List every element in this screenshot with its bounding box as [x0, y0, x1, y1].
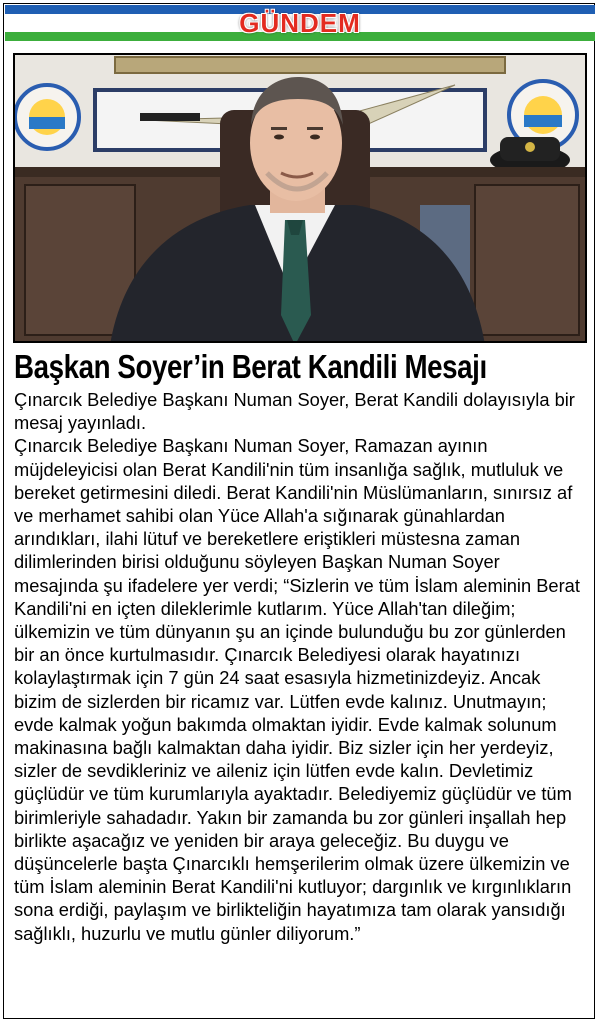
- article-body: [14, 388, 588, 945]
- section-title: GÜNDEM: [239, 8, 361, 38]
- article-photo: [13, 53, 587, 343]
- section-banner: [5, 5, 595, 41]
- article-lead: Çınarcık Belediye Başkanı Numan Soyer, Berat Kandili dolayısıyla bir mesaj yayınladı.: [14, 389, 575, 434]
- portrait-illustration: [15, 55, 587, 343]
- article-headline: Başkan Soyer’in Berat Kandili Mesajı: [14, 348, 487, 385]
- article-paragraph: Çınarcık Belediye Başkanı Numan Soyer, Ramazan ayının müjdeleyicisi olan Berat Kandili'nin tüm insanlığa sağlık, mutluluk ve bereket getirmesini diledi. Berat Kandili'nin Müslümanların, sınırsız af ve merhamet sahibi olan Yüce Allah'a sığınarak günahlardan arındıkları, ilahi lütuf ve bereketlere eriştikleri müstesna zaman dilimlerinden birisi olduğunu söyleyen Başkan Numan Soyer mesajında şu ifadelere yer verdi; “Sizlerin ve tüm İslam aleminin Berat Kandili'ni en içten dileklerimle kutlarım. Yüce Allah'tan dileğim; ülkemizin ve tüm dünyanın şu an içinde bulunduğu bu zor günlerden bir an önce kurtulmasıdır. Çınarcık Belediyesi olarak hayatınızı kolaylaştırmak için 7 gün 24 saat esasıyla hizmetinizdeyiz. Ancak bizim de sizlerden bir ricamız var. Lütfen evde kalınız. Unutmayın; evde kalmak yoğun bakımda olmaktan iyidir. Evde kalmak solunum makinasına bağlı kalmaktan daha iyidir. Biz sizler için her yerdeyiz, sizler de sevdikleriniz ve aileniz için lütfen evde kalın. Devletimiz güçlüdür ve tüm kurumlarıyla ayaktadır. Belediyemiz güçlüdür ve tüm birimleriyle sahadadır. Yakın bir zamanda bu zor günleri inşallah hep birlikte aşacağız ve yeniden bir araya geleceğiz. Bu duygu ve düşüncelerle başta Çınarcıklı hemşerilerim olmak üzere ülkemizin ve tüm İslam aleminin Berat Kandili'ni kutluyor; dargınlık ve kırgınlıkların sona erdiği, paylaşım ve birlikteliğin hayatımıza tam olarak yansıdığı sağlıklı, huzurlu ve mutlu günler diliyorum.”: [14, 435, 580, 944]
